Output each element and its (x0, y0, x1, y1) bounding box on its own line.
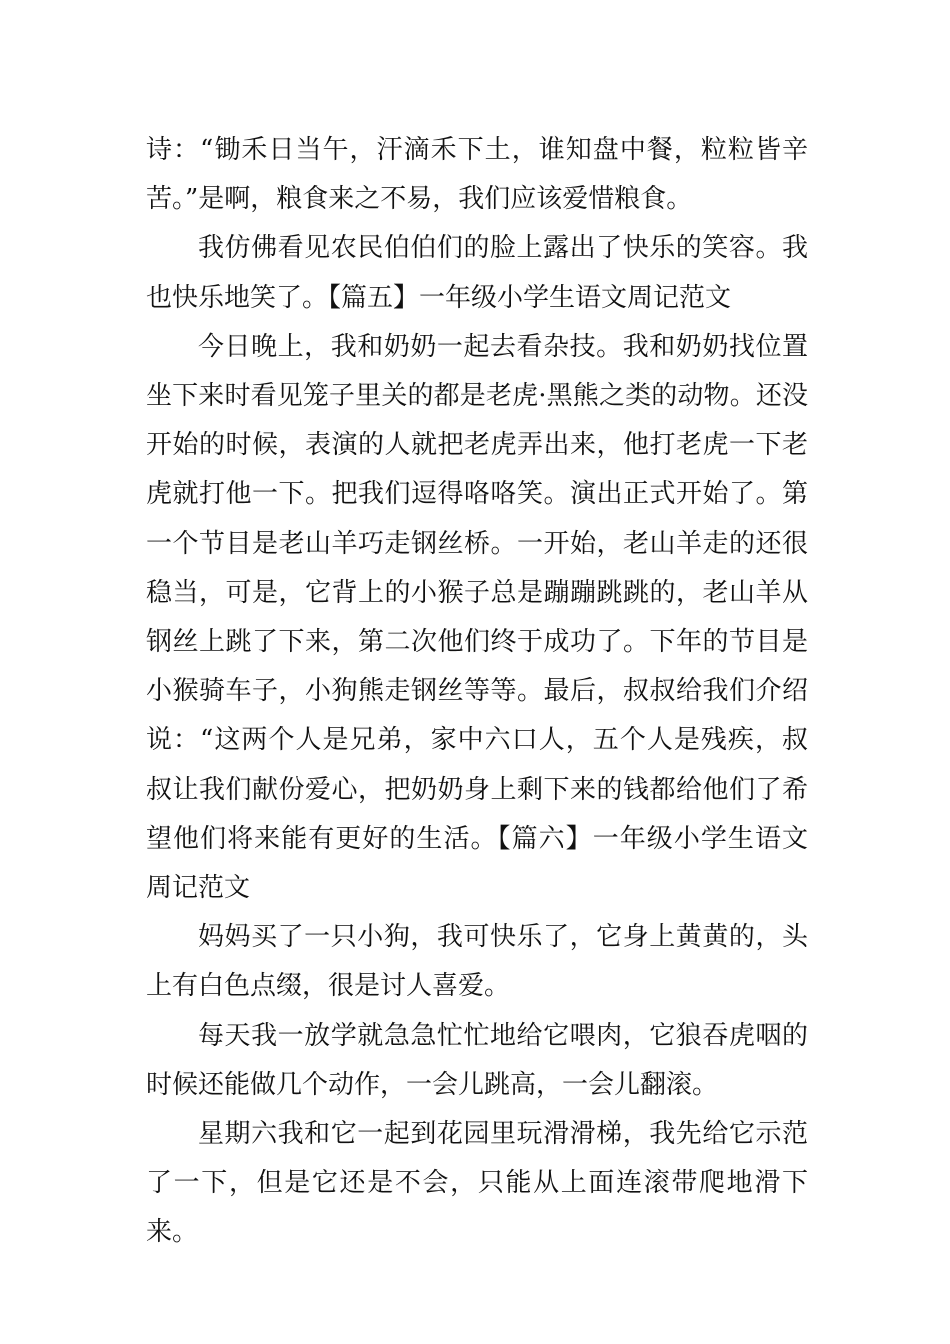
paragraph-1: 诗：“锄禾日当午，汗滴禾下土，谁知盘中餐，粒粒皆辛苦。”是啊，粮食来之不易，我们应该爱惜粮食。 (146, 135, 808, 215)
paragraph-6: 星期六我和它一起到花园里玩滑滑梯，我先给它示范了一下，但是它还是不会，只能从上面连滚带爬地滑下来。 (146, 1119, 808, 1248)
document-body (146, 126, 808, 1258)
paragraph-2: 我仿佛看见农民伯伯们的脸上露出了快乐的笑容。我也快乐地笑了。【篇五】一年级小学生语文周记范文 (146, 233, 808, 313)
paragraph-5: 每天我一放学就急急忙忙地给它喂肉，它狼吞虎咽的时候还能做几个动作，一会儿跳高，一会儿翻滚。 (146, 1020, 808, 1100)
paragraph-4: 妈妈买了一只小狗，我可快乐了，它身上黄黄的，头上有白色点缀，很是讨人喜爱。 (146, 922, 808, 1002)
paragraph-3: 今日晚上，我和奶奶一起去看杂技。我和奶奶找位置坐下来时看见笼子里关的都是老虎·黑熊之类的动物。还没开始的时候，表演的人就把老虎弄出来，他打老虎一下老虎就打他一下。把我们逗得咯咯笑。演出正式开始了。第一个节目是老山羊巧走钢丝桥。一开始，老山羊走的还很稳当，可是，它背上的小猴子总是蹦蹦跳跳的，老山羊从钢丝上跳了下来，第二次他们终于成功了。下年的节目是小猴骑车子，小狗熊走钢丝等等。最后，叔叔给我们介绍说：“这两个人是兄弟，家中六口人，五个人是残疾，叔叔让我们献份爱心，把奶奶身上剩下来的钱都给他们了希望他们将来能有更好的生活。【篇六】一年级小学生语文周记范文 (146, 331, 808, 904)
